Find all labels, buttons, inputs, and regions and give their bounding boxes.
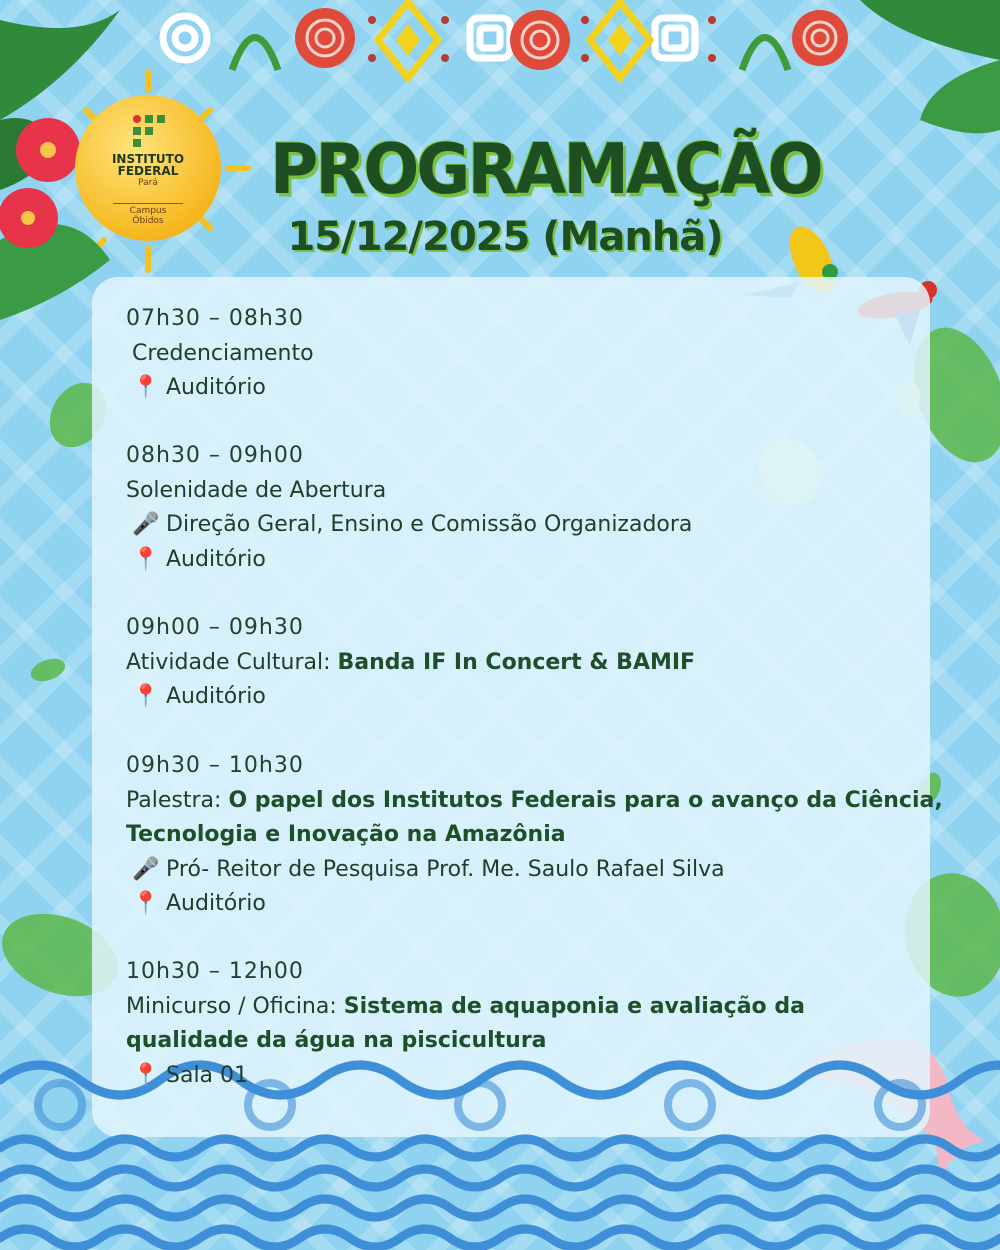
item-location-text: Auditório — [166, 891, 266, 916]
item-title-text-line1: O papel dos Institutos Federais para o avanço da Ciência, — [228, 787, 943, 813]
item-location — [126, 887, 943, 922]
item-location — [126, 680, 695, 715]
location-pin-icon: 📍 — [132, 375, 160, 400]
item-title-text: Banda IF In Concert & BAMIF — [337, 649, 696, 675]
schedule-item-2 — [126, 439, 692, 577]
page-title: PROGRAMAÇÃO — [270, 129, 821, 210]
schedule-item-1 — [126, 302, 314, 406]
item-speaker — [126, 508, 692, 543]
item-title — [126, 646, 695, 681]
item-time: 08h30 – 09h00 — [126, 443, 304, 468]
item-speaker — [126, 853, 943, 888]
item-location-text: Auditório — [166, 684, 266, 709]
microphone-icon: 🎤 — [132, 856, 160, 882]
page-subtitle: 15/12/2025 (Manhã) — [287, 214, 723, 260]
schedule-item-5 — [126, 955, 805, 1093]
item-label: Palestra: — [126, 787, 222, 813]
item-title-text-line2: Tecnologia e Inovação na Amazônia — [126, 822, 566, 847]
item-location — [126, 1059, 805, 1094]
logo-text-federal: FEDERAL — [117, 164, 179, 178]
item-location-text: Sala 01 — [166, 1062, 249, 1088]
item-time: 07h30 – 08h30 — [126, 306, 304, 331]
item-location-text: Auditório — [166, 375, 266, 400]
item-speaker-text: Direção Geral, Ensino e Comissão Organizadora — [166, 512, 693, 537]
location-pin-icon: 📍 — [132, 1062, 160, 1088]
item-title-text-line1: Sistema de aquaponia e avaliação da — [343, 993, 805, 1019]
item-location — [126, 371, 314, 406]
item-title — [126, 990, 805, 1025]
item-location — [126, 543, 692, 578]
item-title: Credenciamento — [132, 340, 314, 366]
item-time: 09h00 – 09h30 — [126, 615, 304, 640]
logo-text-para: Pará — [138, 178, 158, 188]
institute-logo — [75, 95, 221, 241]
item-label: Atividade Cultural: — [126, 649, 331, 675]
location-pin-icon: 📍 — [132, 891, 160, 916]
item-speaker-text: Pró- Reitor de Pesquisa Prof. Me. Saulo Rafael Silva — [166, 856, 725, 882]
item-title: Solenidade de Abertura — [126, 477, 387, 503]
item-label: Minicurso / Oficina: — [126, 993, 337, 1019]
logo-campus-name: Óbidos — [132, 216, 164, 226]
location-pin-icon: 📍 — [132, 546, 160, 572]
logo-text-instituto: INSTITUTO — [111, 152, 185, 166]
item-title — [126, 784, 943, 819]
item-title-text-line2: qualidade da água na piscicultura — [126, 1028, 547, 1053]
palm-leaves-right — [860, 0, 1000, 133]
item-location-text: Auditório — [166, 546, 266, 572]
schedule-item-3 — [126, 611, 695, 715]
microphone-icon: 🎤 — [132, 512, 160, 537]
logo-campus-label: Campus — [129, 206, 167, 216]
schedule-item-4 — [126, 749, 943, 922]
item-time: 09h30 – 10h30 — [126, 753, 304, 778]
if-logo-icon — [133, 115, 165, 147]
item-time: 10h30 – 12h00 — [126, 959, 304, 984]
logo-text-campus — [113, 203, 183, 226]
location-pin-icon: 📍 — [132, 684, 160, 709]
